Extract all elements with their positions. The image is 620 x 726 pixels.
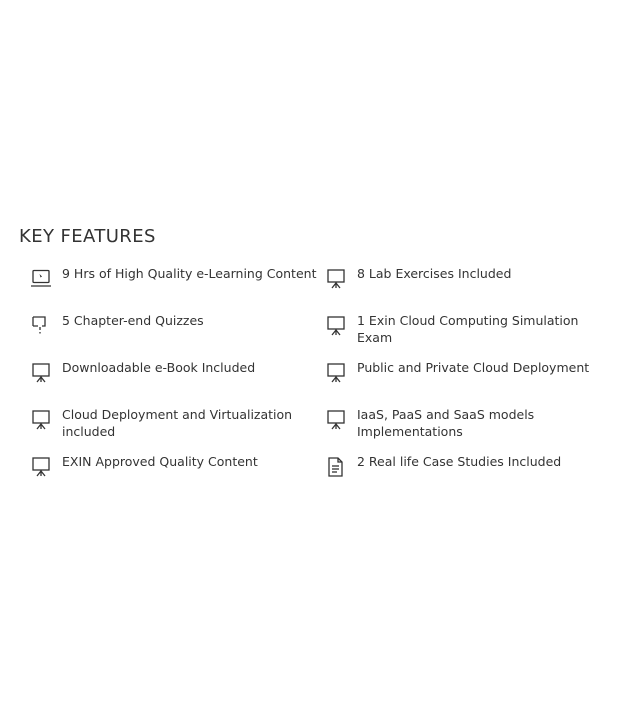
feature-item xyxy=(325,407,610,454)
laptop-icon xyxy=(30,268,52,290)
feature-item xyxy=(325,360,610,407)
feature-label: EXIN Approved Quality Content xyxy=(62,454,258,469)
feature-item xyxy=(30,313,325,360)
presentation-board-icon xyxy=(325,315,347,337)
feature-item xyxy=(30,360,325,407)
feature-label: 8 Lab Exercises Included xyxy=(357,266,512,281)
feature-label: 5 Chapter-end Quizzes xyxy=(62,313,204,328)
feature-item xyxy=(325,266,610,313)
presentation-board-icon xyxy=(30,409,52,431)
feature-label: 9 Hrs of High Quality e-Learning Content xyxy=(62,266,317,281)
presentation-board-icon xyxy=(325,268,347,290)
feature-label: Public and Private Cloud Deployment xyxy=(357,360,590,375)
feature-item xyxy=(325,454,610,501)
feature-label: Cloud Deployment and Virtualization included xyxy=(62,407,293,439)
document-icon xyxy=(325,456,347,478)
presentation-board-icon xyxy=(30,362,52,384)
quiz-icon xyxy=(30,315,52,337)
feature-item xyxy=(325,313,610,360)
presentation-board-icon xyxy=(30,456,52,478)
section-heading: KEY FEATURES xyxy=(19,226,156,247)
presentation-board-icon xyxy=(325,409,347,431)
feature-label: Downloadable e-Book Included xyxy=(62,360,256,375)
feature-item xyxy=(30,454,325,501)
feature-label: 1 Exin Cloud Computing Simulation Exam xyxy=(357,313,579,345)
presentation-board-icon xyxy=(325,362,347,384)
features-grid xyxy=(30,266,610,501)
feature-item xyxy=(30,266,325,313)
feature-label: 2 Real life Case Studies Included xyxy=(357,454,562,469)
feature-item xyxy=(30,407,325,454)
feature-label: IaaS, PaaS and SaaS models Implementations xyxy=(357,407,535,439)
